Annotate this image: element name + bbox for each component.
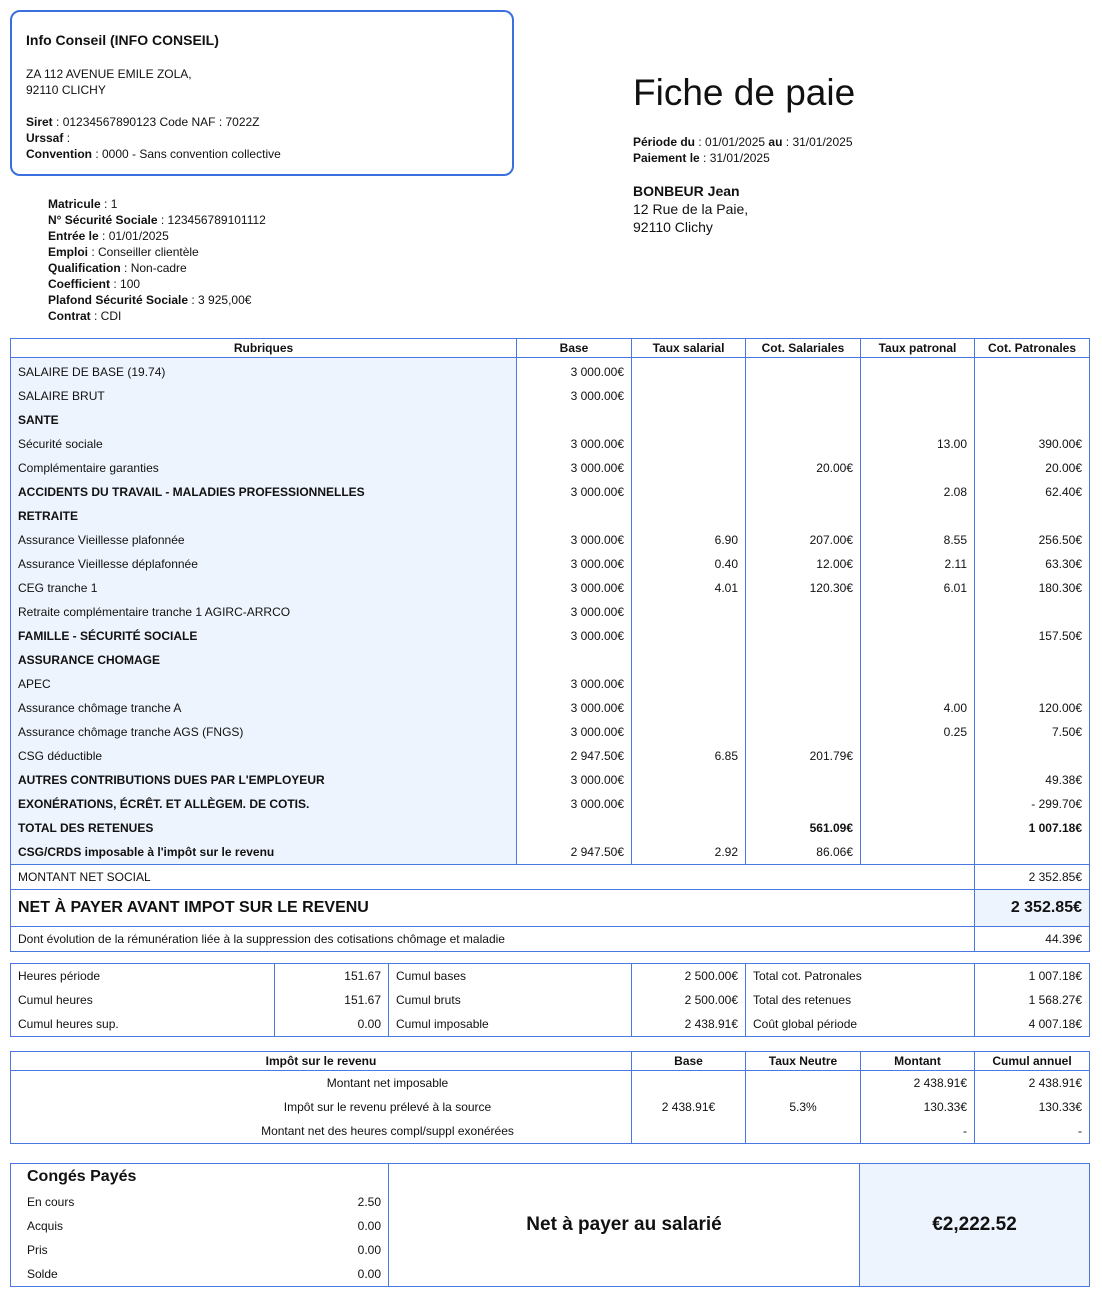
row-value: [861, 648, 975, 672]
column-header: Taux patronal: [861, 339, 975, 358]
row-value: [746, 648, 861, 672]
table-row: [11, 720, 1090, 744]
column-header: Impôt sur le revenu: [11, 1052, 632, 1071]
row-value: 3 000.00€: [517, 720, 632, 744]
row-label: Sécurité sociale: [11, 432, 517, 456]
cumul-value: 0.00: [275, 1012, 389, 1037]
employer-convention: Convention : 0000 - Sans convention collective: [26, 147, 281, 161]
row-value: [632, 648, 746, 672]
column-header: Cot. Salariales: [746, 339, 861, 358]
employee-info-line: Qualification : Non-cadre: [48, 261, 187, 275]
cumul-value: 2 500.00€: [632, 988, 746, 1012]
row-value: 4.01: [632, 576, 746, 600]
row-value: 2.11: [861, 552, 975, 576]
row-value: 6.85: [632, 744, 746, 768]
row-label: CSG déductible: [11, 744, 517, 768]
employee-address-line1: 12 Rue de la Paie,: [633, 201, 749, 217]
row-label: Retraite complémentaire tranche 1 AGIRC-ARRCO: [11, 600, 517, 624]
conges-row: [25, 1262, 381, 1286]
contributions-table: [10, 338, 1090, 952]
ir-value: -: [975, 1119, 1090, 1144]
row-value: 8.55: [861, 528, 975, 552]
ir-value: 5.3%: [746, 1095, 861, 1119]
row-value: 62.40€: [975, 480, 1090, 504]
row-value: [632, 816, 746, 840]
cumul-label: Total cot. Patronales: [746, 964, 975, 989]
net-avant-impot-label: NET À PAYER AVANT IMPOT SUR LE REVENU: [11, 890, 975, 927]
row-value: [746, 408, 861, 432]
conges-label: Solde: [27, 1267, 58, 1281]
conges-value: 0.00: [357, 1219, 381, 1233]
row-value: 3 000.00€: [517, 552, 632, 576]
table-row: [11, 840, 1090, 865]
row-value: [861, 792, 975, 816]
cumul-label: Cumul heures sup.: [11, 1012, 275, 1037]
row-value: [975, 648, 1090, 672]
net-social-row: [11, 865, 1090, 890]
row-value: [975, 600, 1090, 624]
row-value: [746, 432, 861, 456]
ir-value: [632, 1071, 746, 1096]
row-value: 3 000.00€: [517, 358, 632, 385]
row-value: 6.90: [632, 528, 746, 552]
row-value: [746, 720, 861, 744]
row-value: [632, 358, 746, 385]
row-value: 3 000.00€: [517, 792, 632, 816]
cumul-label: Heures période: [11, 964, 275, 989]
row-value: [861, 840, 975, 865]
ir-row: [11, 1071, 1090, 1096]
ir-row: [11, 1095, 1090, 1119]
row-label: CSG/CRDS imposable à l'impôt sur le revenu: [11, 840, 517, 865]
row-value: 3 000.00€: [517, 600, 632, 624]
ir-value: 2 438.91€: [975, 1071, 1090, 1096]
table-row: [11, 528, 1090, 552]
row-value: 2 947.50€: [517, 840, 632, 865]
row-value: [861, 504, 975, 528]
employee-info-line: Contrat : CDI: [48, 309, 122, 323]
cumul-row: [11, 988, 1090, 1012]
row-value: 3 000.00€: [517, 768, 632, 792]
row-value: [861, 816, 975, 840]
row-value: 49.38€: [975, 768, 1090, 792]
cumul-value: 4 007.18€: [975, 1012, 1090, 1037]
row-label: ACCIDENTS DU TRAVAIL - MALADIES PROFESSIONNELLES: [11, 480, 517, 504]
table-row: [11, 672, 1090, 696]
employee-info-line: Coefficient : 100: [48, 277, 141, 291]
row-value: [975, 384, 1090, 408]
row-value: [632, 504, 746, 528]
row-value: [632, 408, 746, 432]
row-value: 120.30€: [746, 576, 861, 600]
row-value: [632, 768, 746, 792]
table-row: [11, 816, 1090, 840]
summary-table: [10, 1163, 1090, 1287]
employer-address-line1: ZA 112 AVENUE EMILE ZOLA,: [26, 67, 192, 81]
conges-row: [25, 1214, 381, 1238]
employer-box: [10, 10, 514, 176]
row-label: TOTAL DES RETENUES: [11, 816, 517, 840]
row-value: 180.30€: [975, 576, 1090, 600]
row-value: [861, 408, 975, 432]
row-value: [632, 696, 746, 720]
row-label: SANTE: [11, 408, 517, 432]
row-value: 3 000.00€: [517, 672, 632, 696]
row-value: [746, 600, 861, 624]
row-label: Assurance Vieillesse plafonnée: [11, 528, 517, 552]
net-salarie-label: Net à payer au salarié: [389, 1164, 860, 1287]
cumul-label: Coût global période: [746, 1012, 975, 1037]
conges-value: 0.00: [357, 1243, 381, 1257]
income-tax-table: [10, 1051, 1090, 1144]
row-value: 12.00€: [746, 552, 861, 576]
row-value: 561.09€: [746, 816, 861, 840]
conges-payes-title: Congés Payés: [27, 1168, 137, 1185]
row-value: 0.40: [632, 552, 746, 576]
row-value: [861, 768, 975, 792]
row-value: [975, 504, 1090, 528]
row-value: 2.08: [861, 480, 975, 504]
ir-value: -: [861, 1119, 975, 1144]
row-value: 3 000.00€: [517, 384, 632, 408]
conges-label: Acquis: [27, 1219, 64, 1233]
employee-info-line: Matricule : 1: [48, 197, 118, 211]
column-header: Cot. Patronales: [975, 339, 1090, 358]
employee-info: [48, 196, 266, 324]
evolution-label: Dont évolution de la rémunération liée à la suppression des cotisations chômage et maladie: [11, 927, 975, 952]
employee-address-block: [633, 182, 748, 236]
table-row: [11, 576, 1090, 600]
row-value: - 299.70€: [975, 792, 1090, 816]
row-value: 86.06€: [746, 840, 861, 865]
table-row: [11, 648, 1090, 672]
cumul-value: 151.67: [275, 988, 389, 1012]
row-value: 256.50€: [975, 528, 1090, 552]
employer-address-line2: 92110 CLICHY: [26, 83, 106, 97]
conges-label: En cours: [27, 1195, 75, 1209]
row-value: [632, 624, 746, 648]
row-label: RETRAITE: [11, 504, 517, 528]
row-value: 3 000.00€: [517, 432, 632, 456]
row-value: [861, 624, 975, 648]
row-value: 207.00€: [746, 528, 861, 552]
cumul-value: 1 568.27€: [975, 988, 1090, 1012]
row-value: [746, 504, 861, 528]
pay-period: Période du : 01/01/2025 au : 31/01/2025 Paiement le : 31/01/2025: [633, 135, 853, 165]
evolution-row: [11, 927, 1090, 952]
employee-info-line: N° Sécurité Sociale : 123456789101112: [48, 213, 266, 227]
conges-value: 0.00: [357, 1267, 381, 1281]
net-avant-impot-value: 2 352.85€: [975, 890, 1090, 927]
row-value: 63.30€: [975, 552, 1090, 576]
ir-value: 130.33€: [975, 1095, 1090, 1119]
row-label: ASSURANCE CHOMAGE: [11, 648, 517, 672]
net-social-label: MONTANT NET SOCIAL: [11, 865, 975, 890]
table-row: [11, 358, 1090, 385]
cumul-value: 2 500.00€: [632, 964, 746, 989]
row-value: [632, 720, 746, 744]
ir-value: 2 438.91€: [632, 1095, 746, 1119]
cumul-row: [11, 964, 1090, 989]
row-value: 201.79€: [746, 744, 861, 768]
table-row: [11, 456, 1090, 480]
table-row: [11, 792, 1090, 816]
table-row: [11, 744, 1090, 768]
table-row: [11, 408, 1090, 432]
row-label: Complémentaire garanties: [11, 456, 517, 480]
row-value: [632, 432, 746, 456]
row-value: [746, 480, 861, 504]
cumul-label: Cumul heures: [11, 988, 275, 1012]
column-header: Montant: [861, 1052, 975, 1071]
net-social-value: 2 352.85€: [975, 865, 1090, 890]
cumul-label: Total des retenues: [746, 988, 975, 1012]
employer-urssaf: Urssaf :: [26, 131, 71, 145]
row-value: [632, 480, 746, 504]
row-label: FAMILLE - SÉCURITÉ SOCIALE: [11, 624, 517, 648]
row-value: [861, 600, 975, 624]
row-value: [861, 672, 975, 696]
employee-info-line: Emploi : Conseiller clientèle: [48, 245, 199, 259]
ir-value: [746, 1119, 861, 1144]
table-row: [11, 696, 1090, 720]
column-header: Rubriques: [11, 339, 517, 358]
cumul-row: [11, 1012, 1090, 1037]
row-value: [517, 816, 632, 840]
row-value: [975, 744, 1090, 768]
cumul-value: 1 007.18€: [975, 964, 1090, 989]
row-label: AUTRES CONTRIBUTIONS DUES PAR L'EMPLOYEUR: [11, 768, 517, 792]
row-label: Assurance chômage tranche AGS (FNGS): [11, 720, 517, 744]
ir-value: 2 438.91€: [861, 1071, 975, 1096]
row-value: [861, 456, 975, 480]
employee-info-line: Plafond Sécurité Sociale : 3 925,00€: [48, 293, 252, 307]
net-avant-impot-row: [11, 890, 1090, 927]
row-value: 3 000.00€: [517, 456, 632, 480]
row-value: [975, 672, 1090, 696]
row-value: [975, 408, 1090, 432]
table-row: [11, 552, 1090, 576]
ir-label: Montant net imposable: [11, 1071, 632, 1096]
row-value: [517, 408, 632, 432]
row-value: 0.25: [861, 720, 975, 744]
row-label: Assurance chômage tranche A: [11, 696, 517, 720]
employer-siret: Siret : 01234567890123 Code NAF : 7022Z: [26, 115, 260, 129]
column-header: Base: [517, 339, 632, 358]
cumuls-table: [10, 963, 1090, 1037]
conges-value: 2.50: [357, 1195, 381, 1209]
row-value: 3 000.00€: [517, 576, 632, 600]
cumul-label: Cumul bases: [389, 964, 632, 989]
conges-row: [25, 1190, 381, 1214]
ir-label: Impôt sur le revenu prélevé à la source: [11, 1095, 632, 1119]
row-label: SALAIRE DE BASE (19.74): [11, 358, 517, 385]
row-value: [746, 792, 861, 816]
column-header: Base: [632, 1052, 746, 1071]
row-value: [517, 504, 632, 528]
row-label: EXONÉRATIONS, ÉCRÊT. ET ALLÈGEM. DE COTIS.: [11, 792, 517, 816]
conges-row: [25, 1238, 381, 1262]
row-value: 7.50€: [975, 720, 1090, 744]
ir-row: [11, 1119, 1090, 1144]
row-value: [975, 840, 1090, 865]
cumul-value: 151.67: [275, 964, 389, 989]
row-value: [632, 600, 746, 624]
evolution-value: 44.39€: [975, 927, 1090, 952]
table-row: [11, 480, 1090, 504]
column-header: Cumul annuel: [975, 1052, 1090, 1071]
conges-label: Pris: [27, 1243, 48, 1257]
row-value: 120.00€: [975, 696, 1090, 720]
row-value: [632, 384, 746, 408]
row-value: 3 000.00€: [517, 696, 632, 720]
row-value: [746, 384, 861, 408]
table-row: [11, 768, 1090, 792]
row-value: 4.00: [861, 696, 975, 720]
table-row: [11, 624, 1090, 648]
row-value: [861, 384, 975, 408]
row-value: 3 000.00€: [517, 480, 632, 504]
employee-name: BONBEUR Jean: [633, 183, 740, 199]
row-value: [746, 768, 861, 792]
ir-value: 130.33€: [861, 1095, 975, 1119]
row-value: [517, 648, 632, 672]
row-label: SALAIRE BRUT: [11, 384, 517, 408]
cumul-label: Cumul imposable: [389, 1012, 632, 1037]
row-value: 157.50€: [975, 624, 1090, 648]
row-value: 3 000.00€: [517, 624, 632, 648]
row-value: [861, 744, 975, 768]
row-value: 390.00€: [975, 432, 1090, 456]
row-value: [975, 358, 1090, 385]
employer-name: Info Conseil (INFO CONSEIL): [26, 32, 219, 48]
row-value: [632, 672, 746, 696]
ir-value: [632, 1119, 746, 1144]
row-value: [861, 358, 975, 385]
employee-info-line: Entrée le : 01/01/2025: [48, 229, 169, 243]
column-header: Taux Neutre: [746, 1052, 861, 1071]
ir-label: Montant net des heures compl/suppl exonérées: [11, 1119, 632, 1144]
row-value: [746, 696, 861, 720]
row-value: 3 000.00€: [517, 528, 632, 552]
column-header: Taux salarial: [632, 339, 746, 358]
table-row: [11, 504, 1090, 528]
table-row: [11, 384, 1090, 408]
row-value: 20.00€: [975, 456, 1090, 480]
row-value: [632, 456, 746, 480]
row-value: 1 007.18€: [975, 816, 1090, 840]
row-value: 13.00: [861, 432, 975, 456]
row-label: Assurance Vieillesse déplafonnée: [11, 552, 517, 576]
row-value: 2 947.50€: [517, 744, 632, 768]
table-row: [11, 600, 1090, 624]
row-value: [632, 792, 746, 816]
conges-payes-cell: [11, 1164, 389, 1287]
cumul-value: 2 438.91€: [632, 1012, 746, 1037]
cumul-label: Cumul bruts: [389, 988, 632, 1012]
page-title: Fiche de paie: [633, 72, 856, 113]
row-value: [746, 672, 861, 696]
row-label: APEC: [11, 672, 517, 696]
row-value: 20.00€: [746, 456, 861, 480]
row-value: [746, 624, 861, 648]
net-salarie-value: €2,222.52: [860, 1164, 1090, 1287]
row-value: 2.92: [632, 840, 746, 865]
row-value: 6.01: [861, 576, 975, 600]
row-label: CEG tranche 1: [11, 576, 517, 600]
table-row: [11, 432, 1090, 456]
employee-address-line2: 92110 Clichy: [633, 219, 713, 235]
ir-value: [746, 1071, 861, 1096]
row-value: [746, 358, 861, 385]
